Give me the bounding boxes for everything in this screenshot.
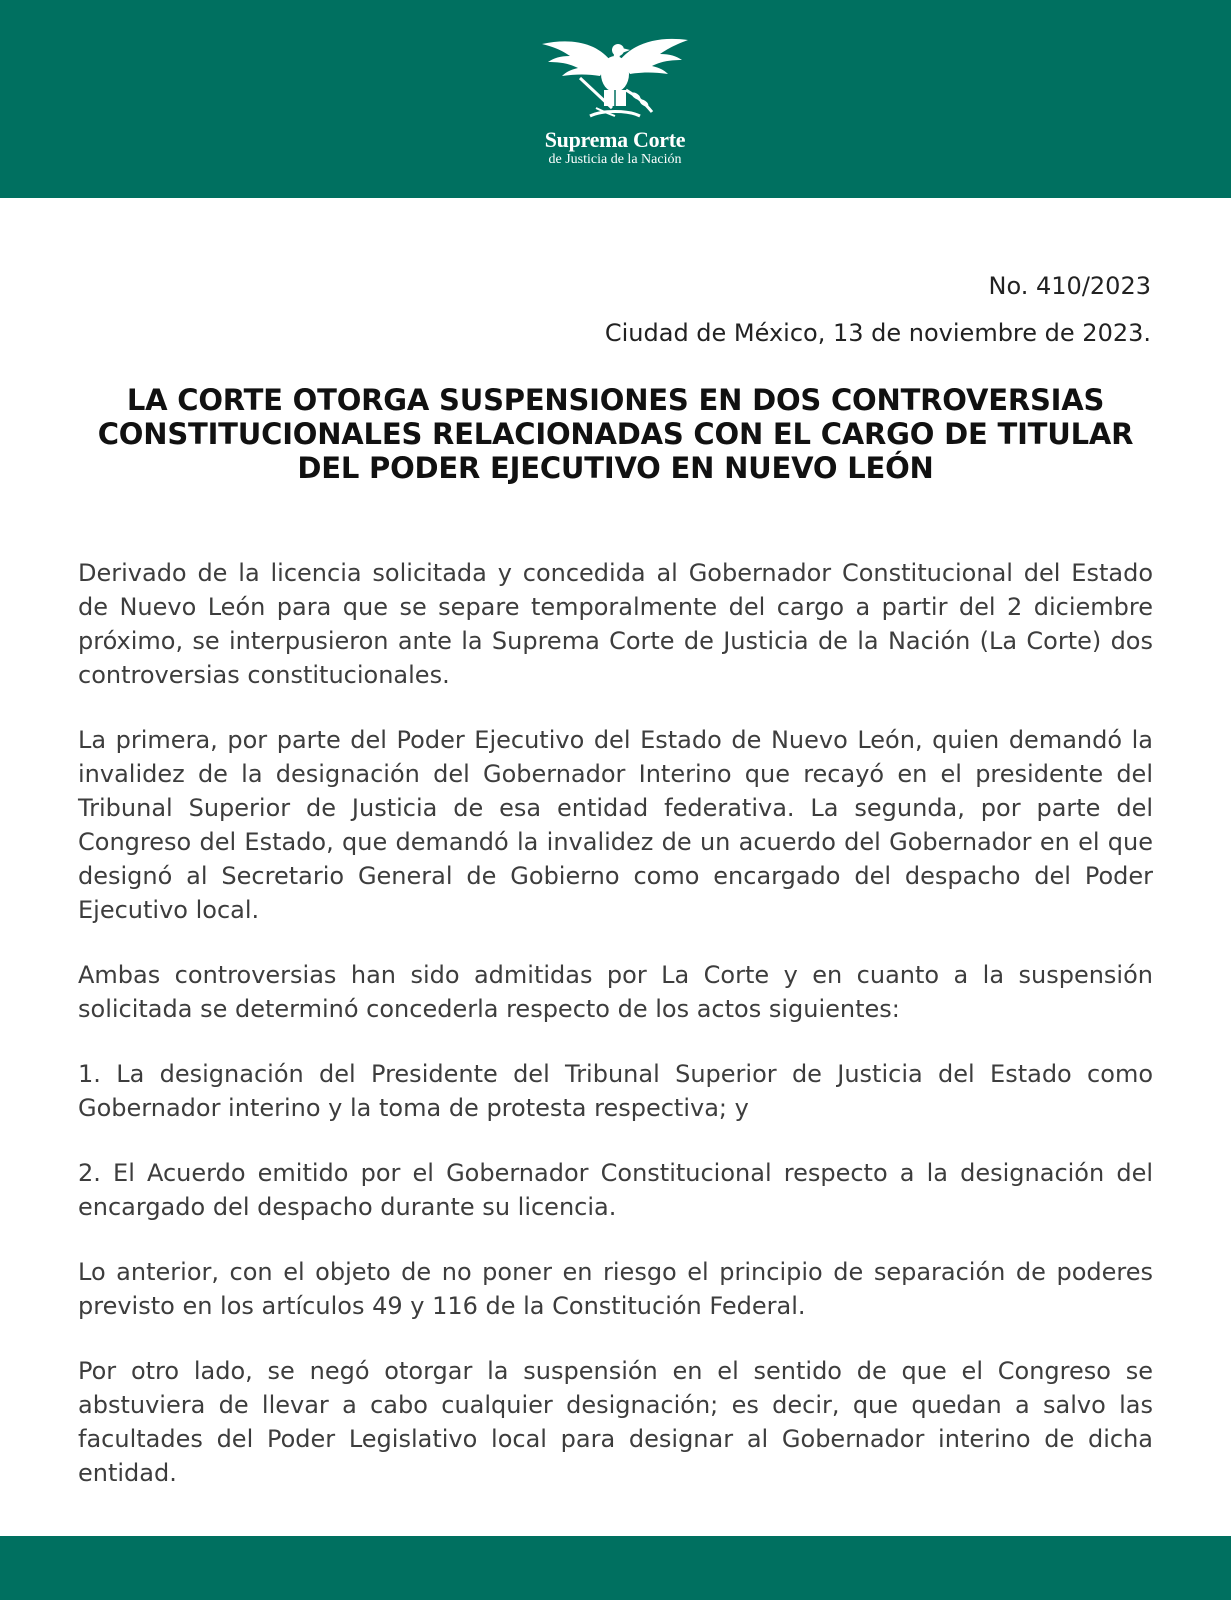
press-release-number: No. 410/2023: [988, 272, 1151, 300]
court-logo: [535, 30, 695, 168]
press-release-date: Ciudad de México, 13 de noviembre de 2023.: [604, 319, 1151, 347]
list-item: 2. El Acuerdo emitido por el Gobernador Constitucional respecto a la designación del encargado del despacho durante su licencia.: [78, 1159, 1153, 1221]
paragraph: Ambas controversias han sido admitidas por La Corte y en cuanto a la suspensión solicitada se determinó concederla respecto de los actos siguientes:: [78, 961, 1153, 1023]
logo-subtitle: de Justicia de la Nación: [548, 152, 682, 167]
header-band: [0, 0, 1231, 198]
paragraph: La primera, por parte del Poder Ejecutivo del Estado de Nuevo León, quien demandó la invalidez de la designación del Gobernador Interino que recayó en el presidente del Tribunal Superior de Justicia de esa entidad federativa. La segunda, por parte del Congreso del Estado, que demandó la invalidez de un acuerdo del Gobernador en el que designó al Secretario General de Gobierno como encargado del despacho del Poder Ejecutivo local.: [78, 726, 1153, 924]
list-item: 1. La designación del Presidente del Tribunal Superior de Justicia del Estado como Gobernador interino y la toma de protesta respectiva; y: [78, 1060, 1153, 1122]
body-text: [78, 556, 1153, 1521]
logo-title: Suprema Corte: [544, 127, 686, 152]
paragraph: Por otro lado, se negó otorgar la suspensión en el sentido de que el Congreso se abstuviera de llevar a cabo cualquier designación; es decir, que quedan a salvo las facultades del Poder Legislativo local para designar al Gobernador interino de dicha entidad.: [78, 1357, 1153, 1487]
eagle-emblem-icon: [540, 30, 690, 122]
paragraph: Lo anterior, con el objeto de no poner en riesgo el principio de separación de poderes previsto en los artículos 49 y 116 de la Constitución Federal.: [78, 1258, 1153, 1320]
paragraph: Derivado de la licencia solicitada y concedida al Gobernador Constitucional del Estado de Nuevo León para que se separe temporalmente del cargo a partir del 2 diciembre próximo, se interpusieron ante la Suprema Corte de Justicia de la Nación (La Corte) dos controversias constitucionales.: [78, 559, 1153, 689]
footer-band: [0, 1536, 1231, 1600]
headline: LA CORTE OTORGA SUSPENSIONES EN DOS CONTROVERSIAS CONSTITUCIONALES RELACIONADAS CON EL CARGO DE TITULAR DEL PODER EJECUTIVO EN NUEVO LEÓN: [97, 383, 1134, 485]
